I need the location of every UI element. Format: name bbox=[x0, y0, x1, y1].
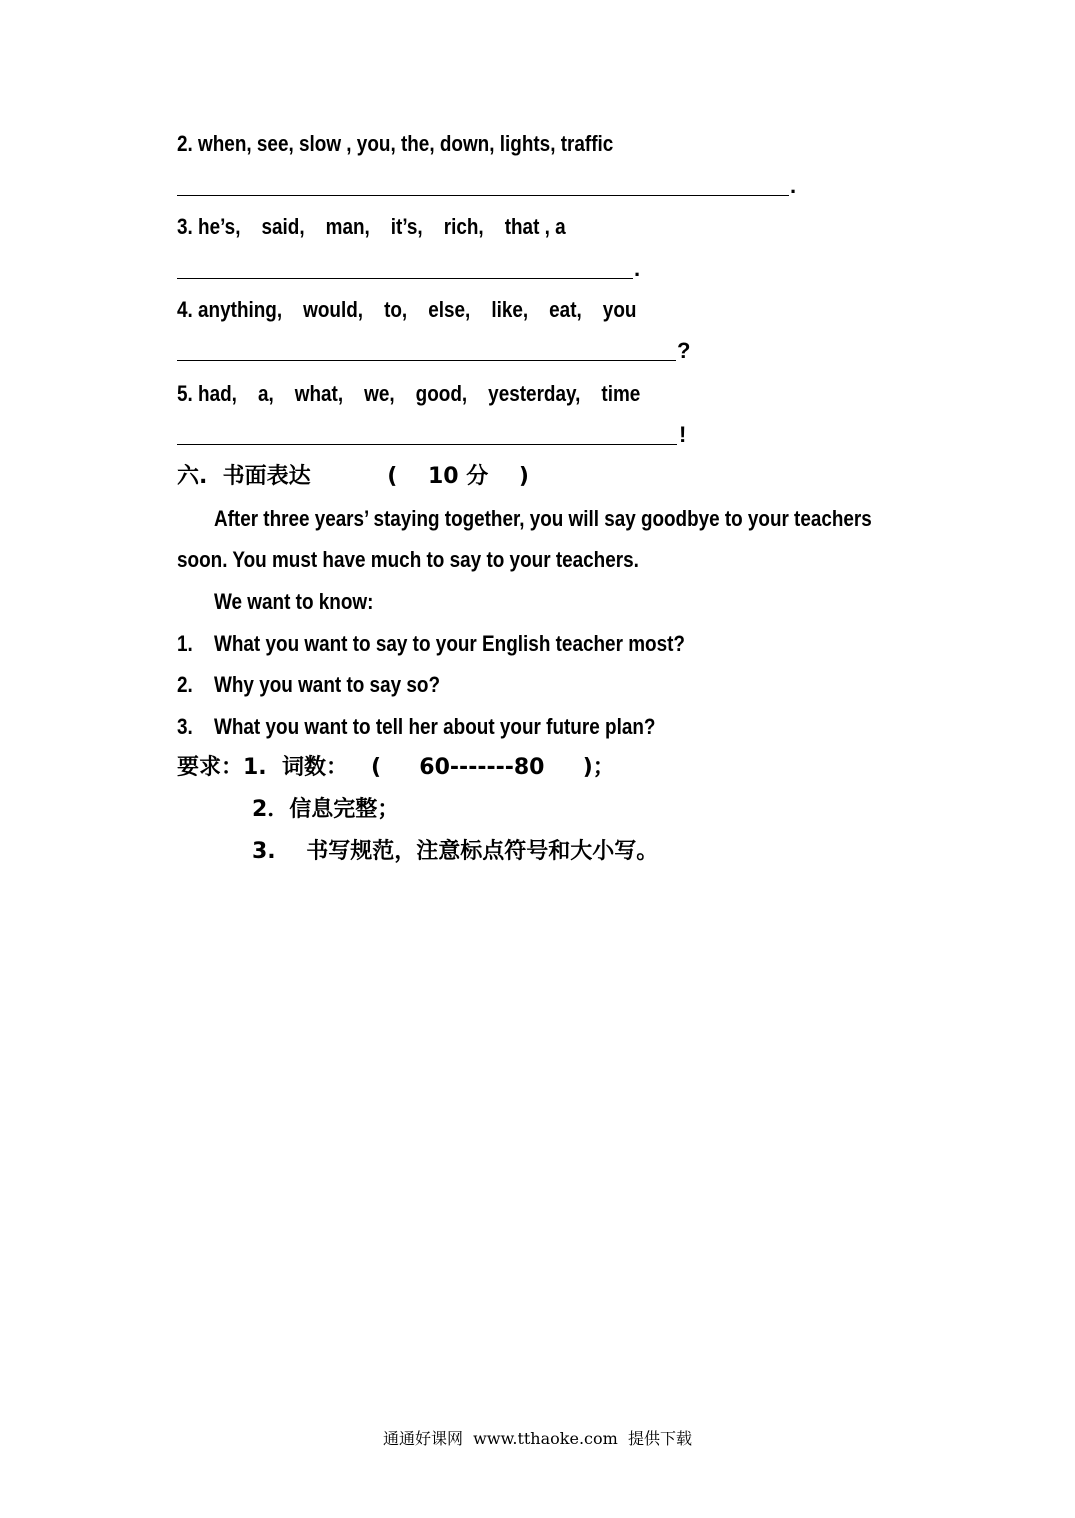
answer-line bbox=[177, 278, 633, 279]
answer-line bbox=[177, 360, 676, 361]
exercise-item-2: 2. when, see, slow , you, the, down, lights, traffic bbox=[177, 131, 614, 156]
requirement-item: 3. 书写规范，注意标点符号和大小写。 bbox=[252, 839, 659, 864]
requirements-label: 要求：1. 词数： ( 60-------80 )； bbox=[177, 755, 615, 780]
question-text: What you want to say to your English teacher most? bbox=[214, 631, 685, 656]
requirement-item: 2．信息完整； bbox=[252, 797, 400, 822]
answer-blank-5[interactable] bbox=[177, 420, 697, 450]
answer-blank-2[interactable] bbox=[177, 171, 802, 201]
question-text: What you want to tell her about your future plan? bbox=[214, 714, 656, 739]
exercise-item-3: 3. he’s, said, man, it’s, rich, that , a bbox=[177, 214, 566, 239]
end-punctuation: ! bbox=[679, 422, 687, 447]
footer-credit: 通通好课网 www.tthaoke.com 提供下载 bbox=[383, 1429, 692, 1448]
writing-paragraph-line: After three years’ staying together, you will say goodbye to your teachers bbox=[214, 506, 872, 531]
question-text: Why you want to say so? bbox=[214, 672, 441, 697]
question-number: 3. bbox=[177, 714, 193, 739]
end-punctuation: . bbox=[634, 256, 641, 281]
writing-intro: We want to know: bbox=[214, 589, 374, 614]
exercise-item-4: 4. anything, would, to, else, like, eat, you bbox=[177, 297, 637, 322]
section-heading: 六. 书面表达 ( 10 分 ) bbox=[177, 464, 529, 489]
exercise-item-5: 5. had, a, what, we, good, yesterday, time bbox=[177, 381, 641, 406]
answer-line bbox=[177, 195, 789, 196]
end-punctuation: ? bbox=[677, 338, 691, 363]
answer-blank-4[interactable] bbox=[177, 336, 697, 366]
writing-paragraph-line: soon. You must have much to say to your teachers. bbox=[177, 547, 639, 572]
question-number: 2. bbox=[177, 672, 193, 697]
answer-blank-3[interactable] bbox=[177, 254, 647, 284]
question-number: 1. bbox=[177, 631, 193, 656]
answer-line bbox=[177, 444, 677, 445]
end-punctuation: . bbox=[790, 173, 797, 198]
